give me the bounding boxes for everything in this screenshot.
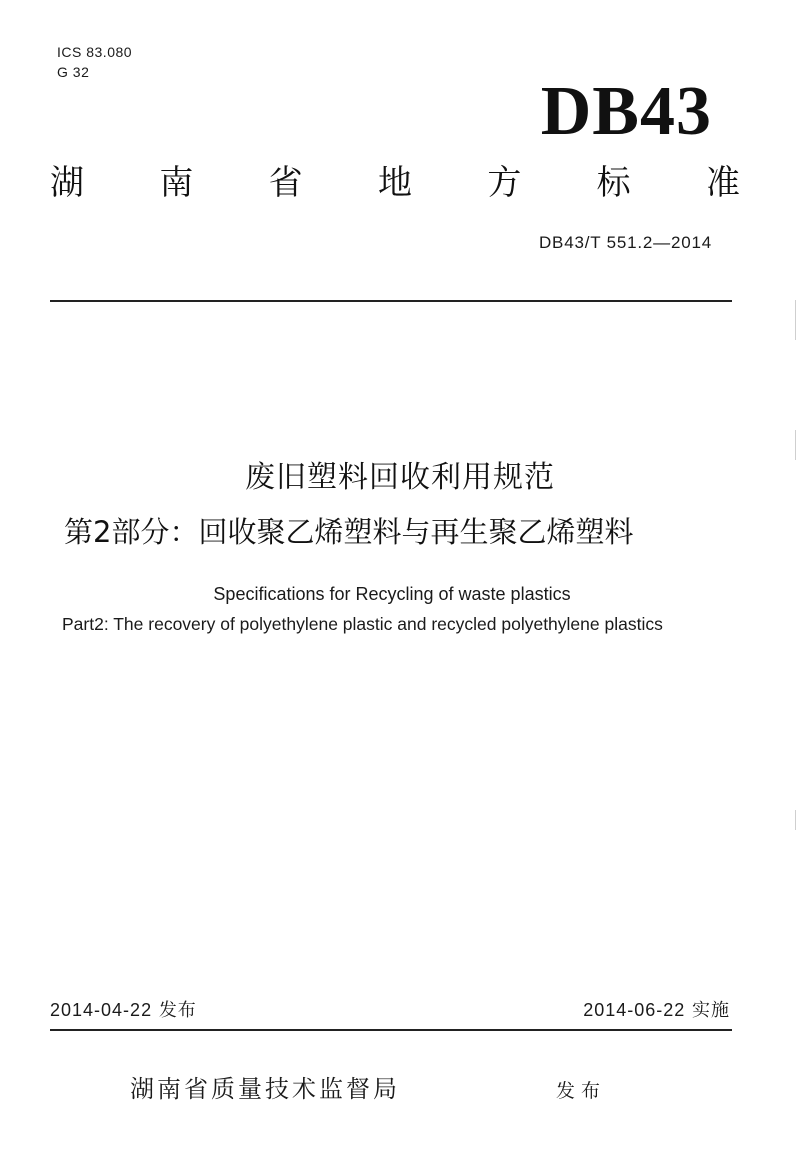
top-divider [50, 300, 732, 302]
standard-type-char: 准 [705, 163, 740, 203]
issue-date: 2014-04-22 [50, 1000, 153, 1020]
issue-label: 发布 [158, 1000, 197, 1021]
standard-number: DB43/T 551.2—2014 [538, 233, 712, 252]
scan-edge-mark [795, 300, 796, 340]
ccs-code: G 32 [57, 64, 90, 80]
scan-edge-mark [795, 810, 796, 830]
title-english-main: Specifications for Recycling of waste plastics [213, 584, 571, 604]
publisher-name: 湖南省质量技术监督局 [130, 1075, 400, 1103]
issue-date-line [50, 997, 197, 1024]
classification-codes [57, 42, 132, 82]
standard-type-char: 省 [268, 163, 303, 203]
title-chinese-main: 废旧塑料回收利用规范 [245, 460, 555, 495]
standard-type-char: 方 [487, 163, 522, 203]
implementation-date: 2014-06-22 [583, 1000, 686, 1020]
publish-label: 发布 [556, 1080, 607, 1102]
title-chinese-part: 第2部分：回收聚乙烯塑料与再生聚乙烯塑料 [64, 515, 634, 549]
implementation-label: 实施 [692, 1000, 730, 1021]
standard-type-char: 南 [159, 163, 194, 203]
bottom-divider [50, 1029, 732, 1031]
scan-edge-mark [795, 430, 796, 460]
standard-type-char: 湖 [50, 163, 84, 203]
standard-code-logo: DB43 [540, 73, 712, 150]
title-english-part: Part2: The recovery of polyethylene plastic and recycled polyethylene plastics [62, 614, 663, 634]
implementation-date-line [583, 997, 730, 1024]
standard-type-char: 地 [377, 163, 412, 203]
standard-type-char: 标 [596, 163, 631, 203]
ics-code: ICS 83.080 [57, 44, 133, 60]
standard-type-heading [50, 160, 740, 206]
